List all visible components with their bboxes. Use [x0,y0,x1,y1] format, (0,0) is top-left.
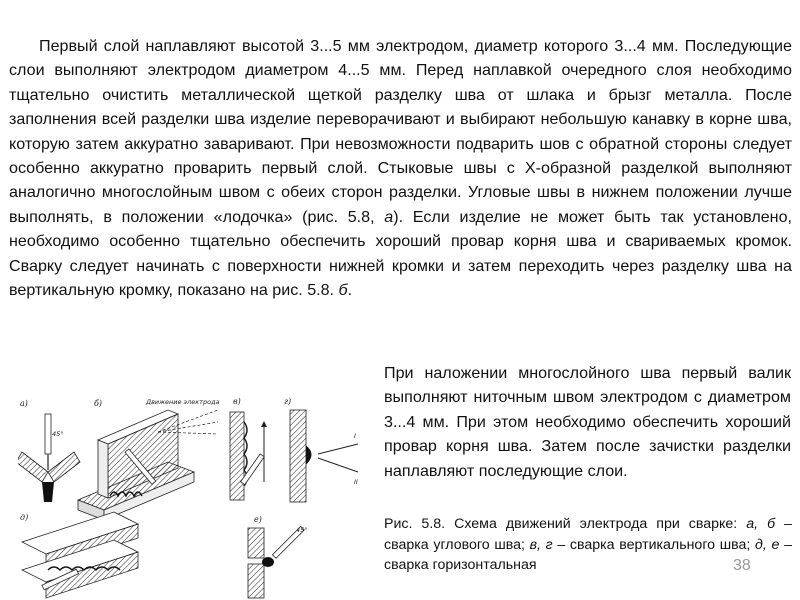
angle-label-e: 45° [296,526,308,534]
figure-caption [384,514,792,576]
caption-suffix: – сварка горизонтальная [384,536,792,574]
figure-label-d: д) [20,513,29,522]
figure-part-e [248,515,308,598]
caption-ab: а, б [746,516,776,532]
caption-vg: в, г [529,536,553,553]
caption-mid1: – сварка углового шва; [384,516,792,553]
figure-ref-b: б [338,281,348,300]
caption-prefix: Рис. 5.8. Схема движений электрода при сварке: [384,516,747,532]
figure-label-v: в) [233,397,241,406]
electrode-a [45,414,51,454]
figure-label-g: г) [284,397,292,406]
figure-label-e: е) [254,515,262,524]
figure-ref-a: а [384,207,394,226]
electrode-motion-label: Движение электрода [146,398,220,406]
angle-label-a: 45° [52,430,64,438]
figure-part-a [18,399,80,502]
main-text-part3: . [347,281,353,300]
main-text-part1: Первый слой наплавляют высотой 3...5 мм электродом, диаметр которого 3...4 мм. Последующие слои выполняют электродом диаметром 4...5 мм. Перед наплавкой очередного слоя необходимо тщательно очистить металлической щеткой разделку шва от шлака и брызг металла. После заполнения всей разделки шва изделие переворачивают и выбирают небольшую канавку в корне шва, которую затем аккуратно заваривают. При невозможности подварить шов с обратной стороны следует особенно аккуратно проварить первый слой. Стыковые швы с Х-образной разделкой выполняют аналогично многослойным швом с обеих сторон разделки. Угловые швы в нижнем положении лучше выполнять, в положении «лодочка» (рис. 5.8, [9,37,792,226]
mark-I: I [354,432,356,440]
figure-part-v [230,397,264,500]
page-number: 38 [733,557,751,574]
main-paragraph [9,34,792,302]
welding-figure [18,392,374,600]
figure-part-g [284,397,358,502]
main-text-part2: ). Если изделие не может быть так установлено, необходимо особенно тщательно обеспечить хороший провар корня шва и свариваемых кромок. Сварку следует начинать с поверхности нижней кромки и затем переходить через разделку шва на вертикальную кромку, показано на рис. 5.8. [9,207,792,300]
side-paragraph: При наложении многослойного шва первый валик выполняют ниточным швом электродом с диаметром 3...4 мм. При этом необходимо обеспечить хороший провар корня шва. Затем после зачистки разделки наплавляют последующие слои. [384,364,791,480]
figure-label-a: а) [20,399,28,408]
caption-mid2: – сварка вертикального шва; [552,536,756,553]
caption-de: д, е [755,536,780,553]
figure-part-d [20,512,138,598]
figure-label-b: б) [94,399,103,408]
mark-II: II [354,478,358,486]
figure-part-b [78,398,220,520]
welding-figure-drawing [18,392,374,600]
